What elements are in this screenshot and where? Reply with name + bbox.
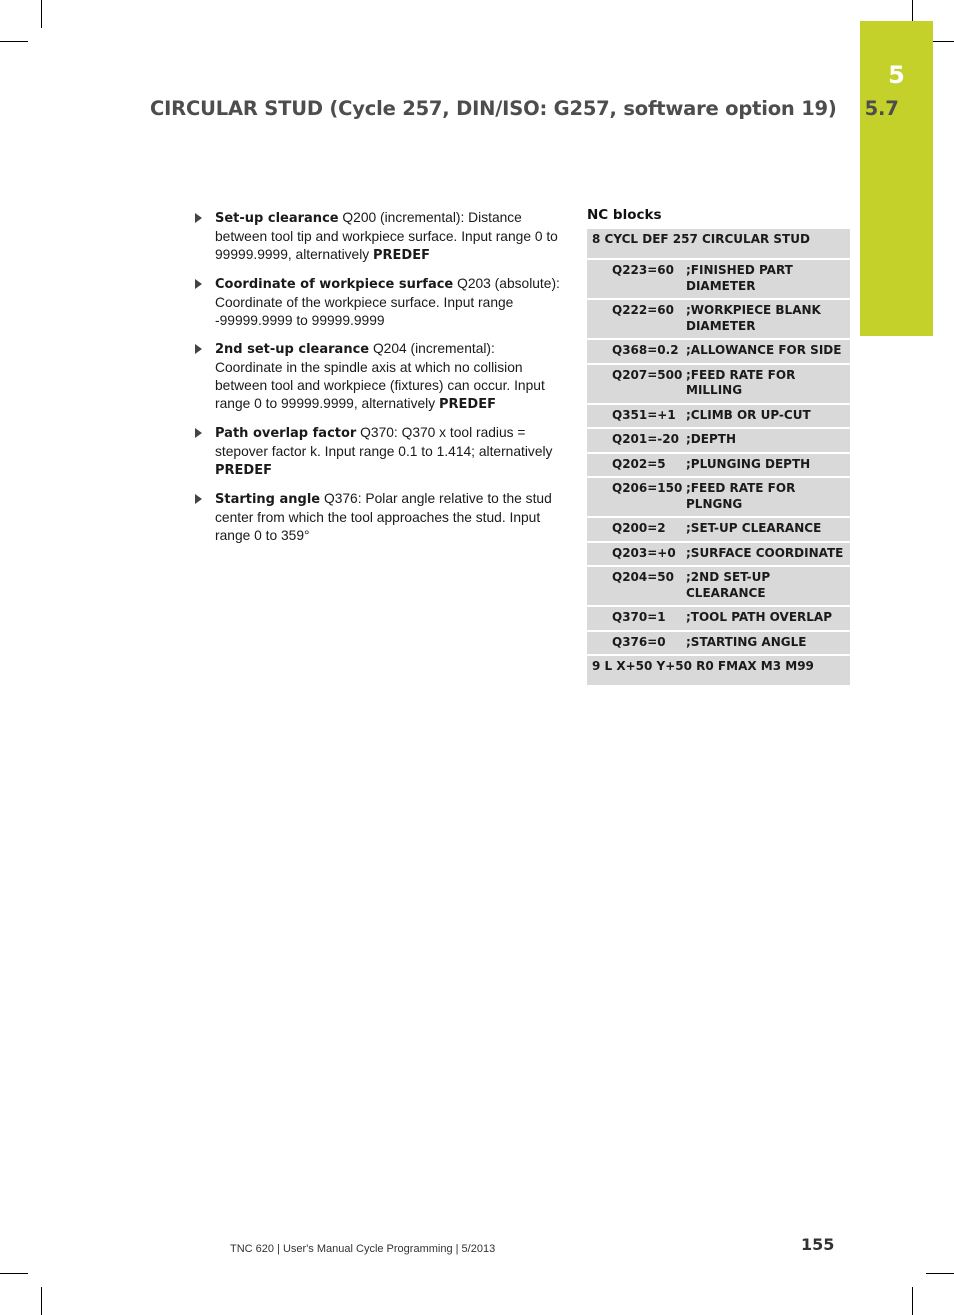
nc-comment: ;STARTING ANGLE [686, 634, 807, 649]
parameter-description: Q200 (incremental): Distance between tool tip and workpiece surface. Input range 0 to 99999.9999, alternatively [215, 210, 558, 262]
nc-comment: ;FINISHED PART DIAMETER [686, 263, 793, 293]
nc-blocks-title: NC blocks [587, 207, 662, 223]
nc-comment: ;WORKPIECE BLANK DIAMETER [686, 303, 821, 333]
nc-row [587, 632, 850, 655]
chapter-tab [860, 21, 933, 336]
parameter-list [195, 209, 560, 555]
nc-blocks-table [587, 229, 850, 687]
nc-comment: ;SURFACE COORDINATE [686, 545, 844, 560]
parameter-description: Q376: Polar angle relative to the stud center from which the tool approaches the stud. Input range 0 to 359° [215, 491, 552, 543]
nc-row [587, 607, 850, 630]
nc-param: Q203=+0 [612, 545, 676, 560]
nc-param: Q376=0 [612, 634, 666, 649]
crop-mark [0, 1273, 28, 1274]
page-title: CIRCULAR STUD (Cycle 257, DIN/ISO: G257, software option 19) [150, 97, 837, 120]
page-number: 155 [801, 1235, 835, 1254]
nc-comment: ;ALLOWANCE FOR SIDE [686, 343, 842, 357]
nc-param: Q204=50 [612, 570, 675, 584]
nc-row [587, 429, 850, 452]
nc-row [587, 300, 850, 338]
nc-param: Q206=150 [612, 481, 683, 495]
nc-param: Q200=2 [612, 521, 666, 535]
nc-param: Q207=500 [612, 367, 683, 382]
predef-keyword: PREDEF [373, 248, 430, 263]
parameter-name: 2nd set-up clearance [215, 342, 370, 357]
nc-comment: ;TOOL PATH OVERLAP [686, 610, 832, 624]
triangle-bullet-icon [195, 213, 202, 223]
predef-keyword: PREDEF [215, 463, 272, 478]
parameter-name: Coordinate of workpiece surface [215, 277, 454, 292]
nc-param: Q351=+1 [612, 407, 676, 422]
nc-row [587, 454, 850, 477]
parameter-description: Q204 (incremental): Coordinate in the spindle axis at which no collision between tool and workpiece (fixtures) can occur. Input range 0 to 99999.9999, alternatively [215, 341, 545, 411]
nc-row [587, 365, 850, 403]
nc-row [587, 518, 850, 541]
parameter-item [195, 490, 560, 545]
nc-rows [587, 260, 850, 654]
nc-first-line: 8 CYCL DEF 257 CIRCULAR STUD [587, 229, 850, 258]
crop-mark [41, 1287, 42, 1315]
nc-comment: ;SET-UP CLEARANCE [686, 521, 822, 535]
crop-mark [41, 0, 42, 28]
parameter-item [195, 340, 560, 414]
triangle-bullet-icon [195, 344, 202, 354]
parameter-name: Set-up clearance [215, 211, 339, 226]
triangle-bullet-icon [195, 428, 202, 438]
chapter-number: 5 [888, 61, 905, 89]
nc-row [587, 478, 850, 516]
predef-keyword: PREDEF [438, 397, 496, 412]
nc-comment: ;PLUNGING DEPTH [686, 456, 811, 471]
nc-param: Q202=5 [612, 456, 666, 471]
nc-param: Q368=0.2 [612, 343, 679, 357]
crop-mark [0, 41, 28, 42]
parameter-description: Q370: Q370 x tool radius = stepover factor k. Input range 0.1 to 1.414; alternatively [215, 425, 553, 459]
parameter-description: Q203 (absolute): Coordinate of the workpiece surface. Input range -99999.9999 to 99999.9999 [215, 276, 560, 328]
crop-mark [926, 1273, 954, 1274]
nc-row [587, 405, 850, 428]
nc-last-line: 9 L X+50 Y+50 R0 FMAX M3 M99 [587, 656, 850, 685]
nc-comment: ;FEED RATE FOR MILLING [686, 367, 796, 397]
nc-comment: ;DEPTH [686, 432, 736, 446]
triangle-bullet-icon [195, 279, 202, 289]
triangle-bullet-icon [195, 494, 202, 504]
nc-param: Q223=60 [612, 263, 675, 277]
nc-row [587, 543, 850, 566]
nc-param: Q370=1 [612, 610, 666, 624]
nc-row [587, 260, 850, 298]
section-number: 5.7 [864, 97, 899, 120]
nc-row [587, 340, 850, 363]
nc-param: Q222=60 [612, 303, 675, 317]
parameter-name: Starting angle [215, 492, 321, 507]
footer-text: TNC 620 | User's Manual Cycle Programming | 5/2013 [230, 1243, 496, 1255]
page-header [150, 97, 899, 120]
parameter-item [195, 209, 560, 265]
nc-comment: ;CLIMB OR UP-CUT [686, 407, 811, 422]
parameter-item [195, 424, 560, 480]
crop-mark [912, 1287, 913, 1315]
nc-comment: ;2ND SET-UP CLEARANCE [686, 570, 771, 600]
nc-comment: ;FEED RATE FOR PLNGNG [686, 481, 796, 511]
parameter-name: Path overlap factor [215, 426, 357, 441]
parameter-item [195, 275, 560, 330]
nc-param: Q201=-20 [612, 432, 679, 446]
nc-row [587, 567, 850, 605]
